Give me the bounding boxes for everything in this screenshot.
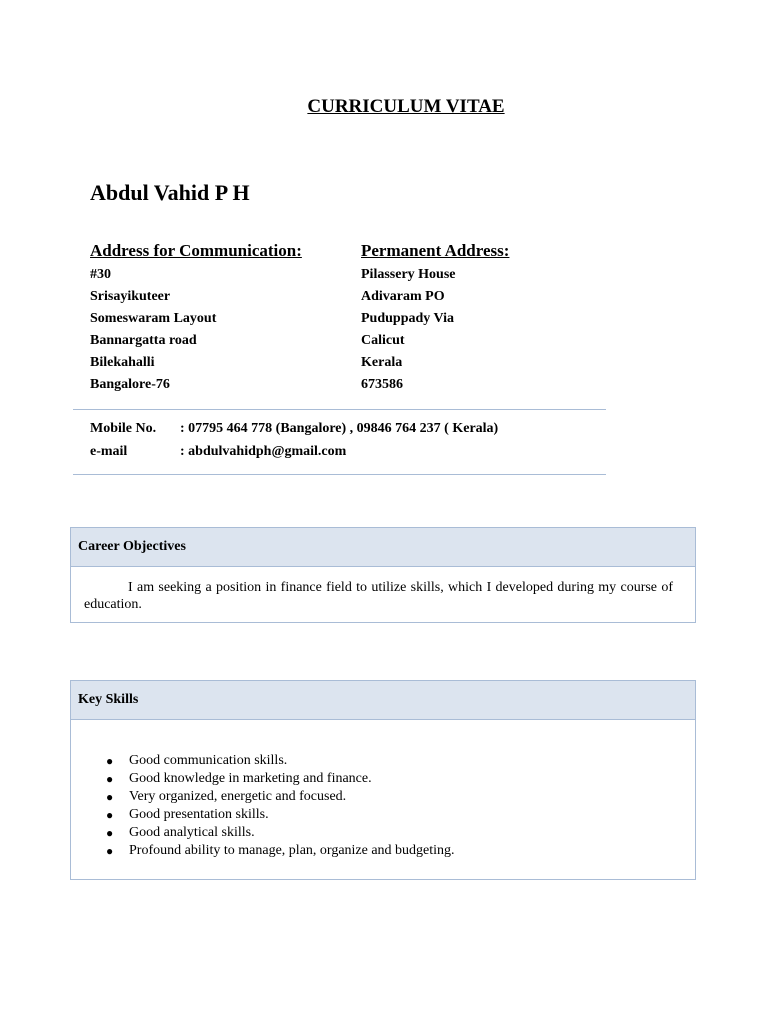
address-line: Adivaram PO (361, 289, 445, 304)
address-line: Srisayikuteer (90, 289, 171, 304)
career-objectives-text: I am seeking a position in finance field to utilize skills, which I developed during my course of education. (84, 580, 673, 612)
bullet-icon: ● (106, 808, 114, 822)
skill-text: Good knowledge in marketing and finance. (129, 771, 372, 786)
candidate-name: Abdul Vahid P H (90, 180, 250, 205)
skill-text: Profound ability to manage, plan, organize and budgeting. (129, 843, 455, 858)
email-label: e-mail (90, 444, 128, 459)
career-objectives-heading: Career Objectives (71, 528, 695, 567)
list-item (106, 788, 695, 806)
key-skills-section (70, 680, 696, 880)
bullet-icon: ● (106, 844, 114, 858)
list-item (106, 806, 695, 824)
bullet-icon: ● (106, 772, 114, 786)
address-line: #30 (90, 267, 111, 282)
list-item (106, 752, 695, 770)
address-line: Puduppady Via (361, 311, 454, 326)
mobile-row (90, 417, 498, 440)
skill-text: Good presentation skills. (129, 807, 269, 822)
document-title: CURRICULUM VITAE (307, 96, 505, 117)
email-value[interactable]: : abdulvahidph@gmail.com (180, 444, 347, 459)
contact-top-divider (73, 409, 606, 410)
address-line: Kerala (361, 355, 403, 370)
key-skills-list (71, 752, 695, 860)
list-item (106, 842, 695, 860)
mobile-value: : 07795 464 778 (Bangalore) , 09846 764 237 ( Kerala) (180, 421, 499, 436)
address-line: Bangalore-76 (90, 377, 170, 392)
skill-text: Good communication skills. (129, 753, 288, 768)
address-line: 673586 (361, 377, 403, 392)
mobile-label: Mobile No. (90, 421, 157, 436)
contact-bottom-divider (73, 474, 606, 475)
email-row (90, 440, 498, 463)
communication-address (90, 264, 216, 396)
address-line: Pilassery House (361, 267, 456, 282)
skill-text: Very organized, energetic and focused. (129, 789, 347, 804)
career-objectives-body (71, 567, 695, 621)
bullet-icon: ● (106, 754, 114, 768)
address-line: Calicut (361, 333, 405, 348)
bullet-icon: ● (106, 790, 114, 804)
permanent-address (361, 264, 456, 396)
skill-text: Good analytical skills. (129, 825, 255, 840)
list-item (106, 770, 695, 788)
career-objectives-section (70, 527, 696, 623)
list-item (106, 824, 695, 842)
address-line: Someswaram Layout (90, 311, 217, 326)
address-line: Bannargatta road (90, 333, 197, 348)
contact-block (90, 417, 498, 463)
key-skills-heading: Key Skills (71, 681, 695, 720)
address-line: Bilekahalli (90, 355, 155, 370)
communication-address-heading: Address for Communication: (90, 241, 302, 260)
bullet-icon: ● (106, 826, 114, 840)
permanent-address-heading: Permanent Address: (361, 241, 510, 260)
